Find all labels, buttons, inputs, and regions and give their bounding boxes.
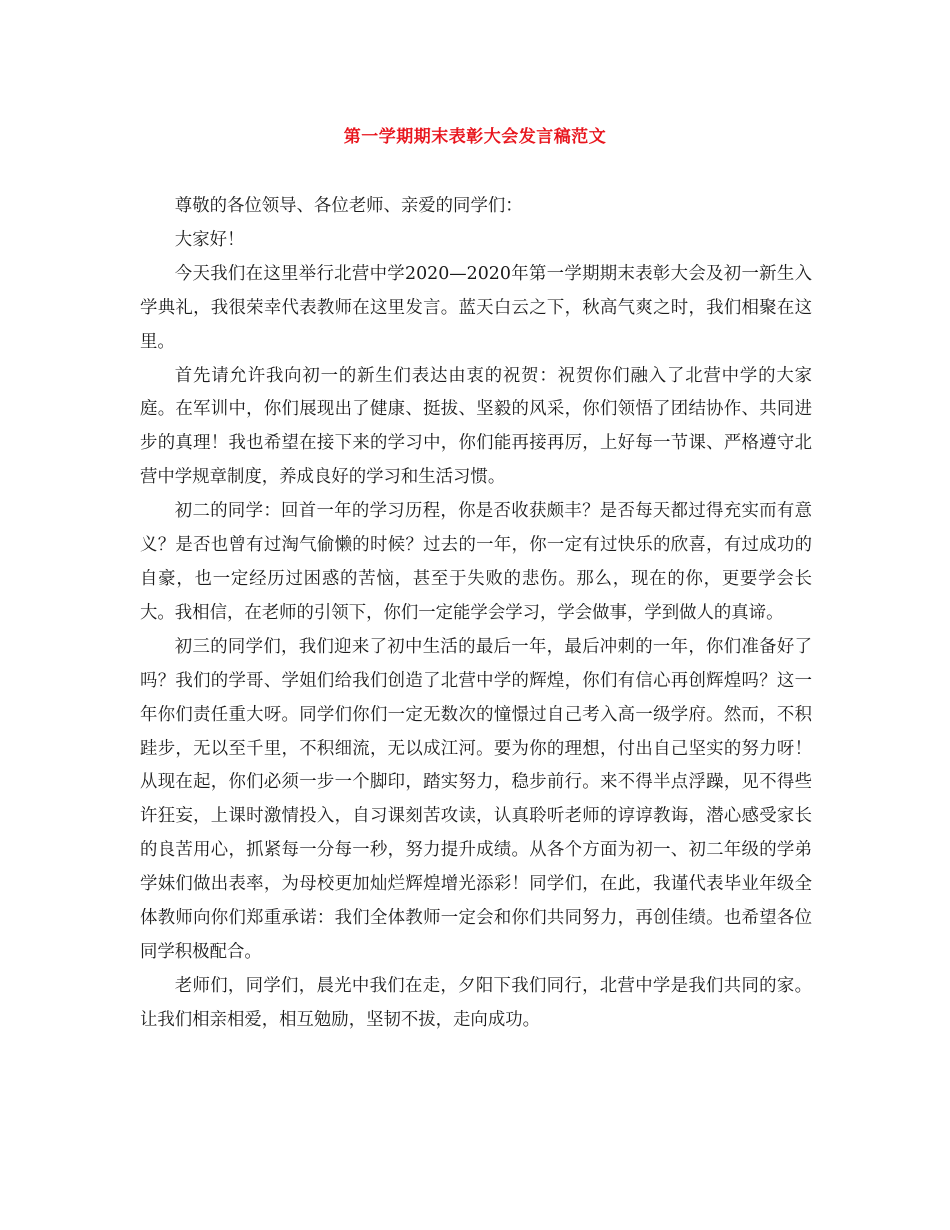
paragraph-greeting: 大家好！ [174, 229, 245, 250]
paragraph-grade-one: 首先请允许我向初一的新生们表达由衷的祝贺：祝贺你们融入了北营中学的大家庭。在军训中，你们展现出了健康、挺拔、坚毅的风采，你们领悟了团结协作、共同进步的真理！我也希望在接下来的学习中，你们能再接再厉，上好每一节课、严格遵守北营中学规章制度，养成良好的学习和生活习惯。 [140, 365, 812, 488]
paragraph-grade-two: 初二的同学：回首一年的学习历程，你是否收获颇丰？是否每天都过得充实而有意义？是否也曾有过淘气偷懒的时候？过去的一年，你一定有过快乐的欣喜，有过成功的自豪，也一定经历过困惑的苦恼，甚至于失败的悲伤。那么，现在的你，更要学会长大。我相信，在老师的引领下，你们一定能学会学习，学会做事，学到做人的真谛。 [140, 501, 812, 623]
paragraph-salutation: 尊敬的各位领导、各位老师、亲爱的同学们： [174, 196, 523, 216]
document-body [140, 190, 812, 1038]
paragraph-grade-three: 初三的同学们，我们迎来了初中生活的最后一年，最后冲刺的一年，你们准备好了吗？我们的学哥、学姐们给我们创造了北营中学的辉煌，你们有信心再创辉煌吗？这一年你们责任重大呀。同学们你们一定无数次的憧憬过自己考入高一级学府。然而，不积跬步，无以至千里，不积细流，无以成江河。要为你的理想，付出自己坚实的努力呀！从现在起，你们必须一步一个脚印，踏实努力，稳步前行。来不得半点浮躁，见不得些许狂妄，上课时激情投入，自习课刻苦攻读，认真聆听老师的谆谆教诲，潜心感受家长的良苦用心，抓紧每一分每一秒，努力提升成绩。从各个方面为初一、初二年级的学弟学妹们做出表率，为母校更加灿烂辉煌增光添彩！同学们，在此，我谨代表毕业年级全体教师向你们郑重承诺：我们全体教师一定会和你们共同努力，再创佳绩。也希望各位同学积极配合。 [140, 636, 812, 962]
paragraph-intro: 今天我们在这里举行北营中学2020—2020年第一学期期末表彰大会及初一新生入学典礼，我很荣幸代表教师在这里发言。蓝天白云之下，秋高气爽之时，我们相聚在这里。 [140, 263, 812, 352]
document-title: 第一学期期末表彰大会发言稿范文 [343, 127, 607, 147]
paragraph-closing: 老师们，同学们，晨光中我们在走，夕阳下我们同行，北营中学是我们共同的家。让我们相亲相爱，相互勉励，坚韧不拔，走向成功。 [140, 975, 812, 1030]
